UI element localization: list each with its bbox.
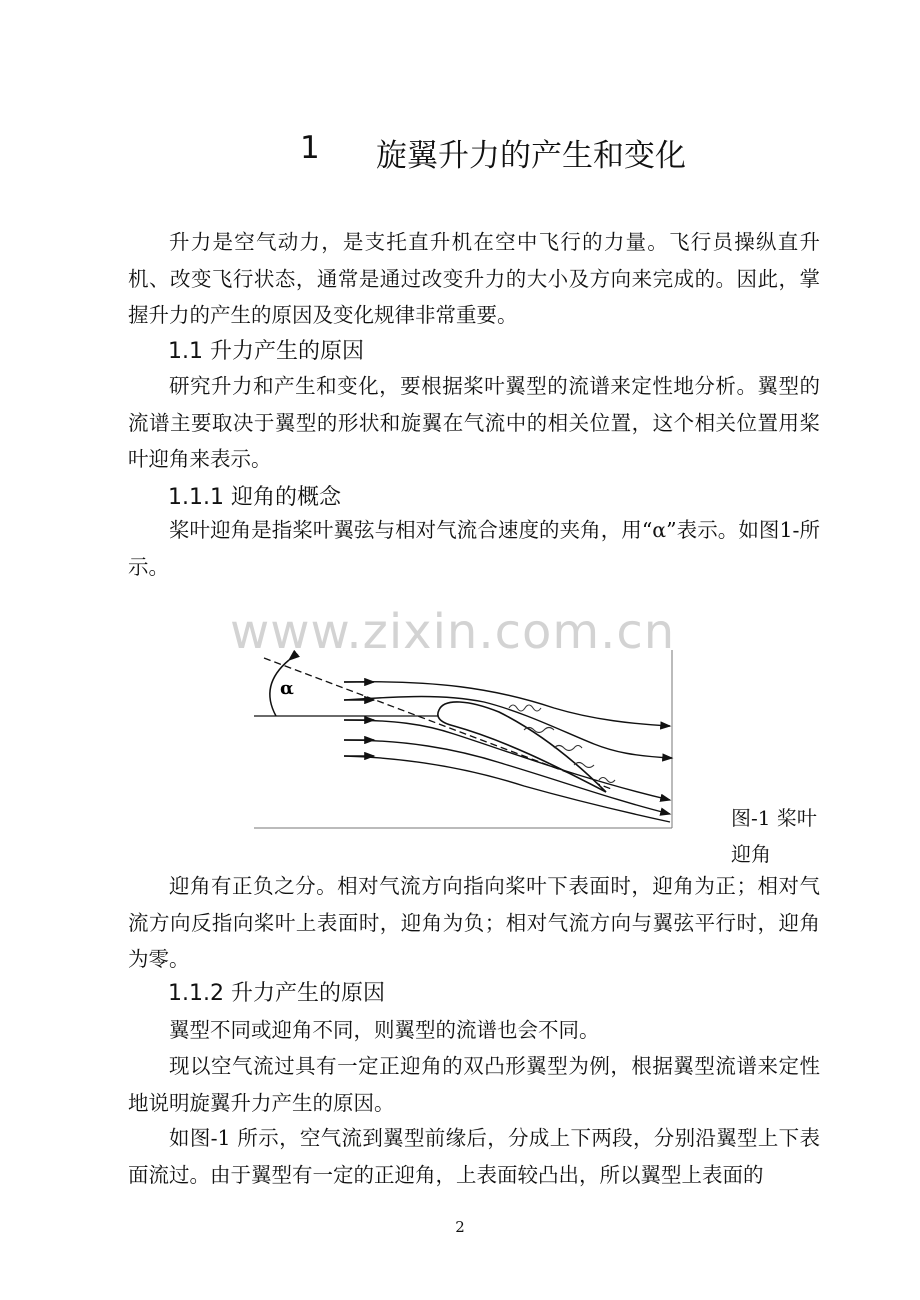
chapter-title-text: 旋翼升力的产生和变化	[376, 138, 686, 174]
alpha-symbol: α	[280, 678, 294, 699]
streamline-5	[344, 756, 670, 822]
section-1-1-1-paragraph: 桨叶迎角是指桨叶翼弦与相对气流合速度的夹角，用“α”表示。如图1-所示。	[128, 518, 820, 579]
section-heading-1-1-1: 1.1.1 迎角的概念	[168, 485, 341, 510]
angle-of-attack-figure	[254, 640, 674, 832]
section-1-1-2-paragraph-1: 翼型不同或迎角不同，则翼型的流谱也会不同。	[169, 1018, 600, 1042]
section-1-1-paragraph: 研究升力和产生和变化，要根据桨叶翼型的流谱来定性地分析。翼型的流谱主要取决于翼型的形状和旋翼在气流中的相关位置，这个相关位置用桨叶迎角来表示。	[128, 374, 820, 471]
figure-caption: 图-1 桨叶迎角	[731, 806, 817, 866]
page-number: 2	[455, 1218, 465, 1236]
after-figure-paragraph: 迎角有正负之分。相对气流方向指向桨叶下表面时，迎角为正；相对气流方向反指向桨叶上表面时，迎角为负；相对气流方向与翼弦平行时，迎角为零。	[128, 874, 820, 971]
chapter-number: 1	[300, 130, 320, 166]
chapter-title	[0, 130, 920, 180]
section-heading-1-1: 1.1 升力产生的原因	[168, 339, 364, 364]
intro-paragraph: 升力是空气动力，是支托直升机在空中飞行的力量。飞行员操纵直升机、改变飞行状态，通常是通过改变升力的大小及方向来完成的。因此，掌握升力的产生的原因及变化规律非常重要。	[128, 230, 820, 327]
section-1-1-2-paragraph-3: 如图-1 所示，空气流到翼型前缘后，分成上下两段，分别沿翼型上下表面流过。由于翼型有一定的正迎角，上表面较凸出，所以翼型上表面的	[128, 1126, 820, 1187]
section-heading-1-1-2: 1.1.2 升力产生的原因	[168, 981, 385, 1006]
section-1-1-2-paragraph-2: 现以空气流过具有一定正迎角的双凸形翼型为例，根据翼型流谱来定性地说明旋翼升力产生的原因。	[128, 1054, 820, 1115]
watermark: www.zixin.com.cn	[230, 604, 676, 660]
